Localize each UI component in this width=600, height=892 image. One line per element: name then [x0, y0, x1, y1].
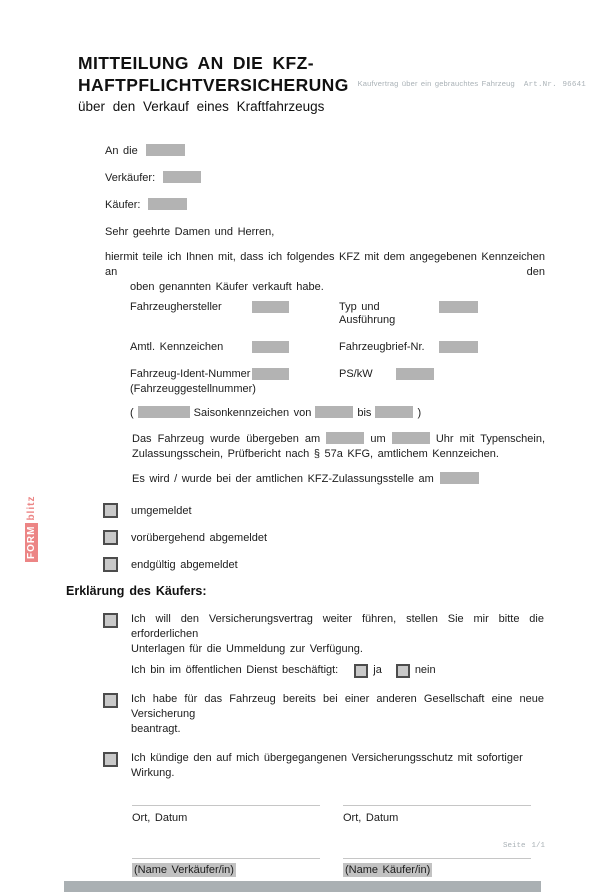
umgemeldet-label: umgemeldet: [131, 504, 192, 517]
voruebergehend-abgemeldet-checkbox[interactable]: [103, 530, 118, 545]
brief-label: Fahrzeugbrief-Nr.: [339, 341, 425, 353]
registration-text: Es wird / wurde bei der amtlichen KFZ-Zulassungsstelle am: [132, 473, 434, 485]
brief-field[interactable]: [439, 341, 478, 353]
status-row-voruebergehend: [103, 530, 600, 545]
cancel-insurance-text: Ich kündige den auf mich übergegangenen Versicherungsschutz mit sofortiger Wirkung.: [131, 752, 523, 779]
umgemeldet-checkbox[interactable]: [103, 503, 118, 518]
formblitz-logo-form: FORM: [25, 523, 38, 562]
ident-field[interactable]: [252, 368, 289, 380]
ident-label-line2: (Fahrzeuggestellnummer): [130, 383, 256, 395]
intro-line2: oben genannten Käufer verkauft habe.: [130, 281, 324, 293]
endgueltig-abgemeldet-checkbox[interactable]: [103, 557, 118, 572]
kaeufer-label: Käufer:: [105, 199, 141, 211]
handover-text1: Das Fahrzeug wurde übergeben am: [132, 433, 321, 445]
handover-line2: Zulassungsschein, Prüfbericht nach § 57a KFG, amtlichem Kennzeichen.: [132, 448, 499, 460]
salutation: Sehr geehrte Damen und Herren,: [105, 226, 275, 238]
signature-col-buyer: [343, 805, 531, 876]
new-insurance-checkbox[interactable]: [103, 693, 118, 708]
formblitz-logo-blitz: blitz: [26, 495, 37, 521]
season-from-field[interactable]: [315, 406, 353, 418]
buyer-name-label: [343, 864, 531, 876]
page-title: [78, 52, 600, 96]
keep-insurance-line1: Ich will den Versicherungsvertrag weiter führen, stellen Sie mir bitte die erforderlichen: [131, 613, 544, 640]
ps-label: PS/kW: [339, 368, 373, 380]
hersteller-field[interactable]: [252, 301, 289, 313]
public-service-label: Ich bin im öffentlichen Dienst beschäftigt:: [131, 664, 339, 676]
vehicle-details: [0, 301, 600, 396]
public-service-ja-checkbox[interactable]: [354, 664, 368, 678]
seller-date-line: [132, 805, 320, 806]
kennzeichen-field[interactable]: [252, 341, 289, 353]
nein-label: nein: [414, 664, 436, 676]
handover-text2: um: [370, 433, 386, 445]
public-service-nein-checkbox[interactable]: [396, 664, 410, 678]
season-label: Saisonkennzeichen von: [193, 407, 312, 419]
ident-label: [130, 368, 256, 396]
an-die-field[interactable]: [146, 144, 185, 156]
article-number: Art.Nr. 96641: [523, 81, 586, 89]
ident-label-line1: Fahrzeug-Ident-Nummer: [130, 368, 251, 380]
signature-section: [132, 805, 600, 876]
handover-time-field[interactable]: [392, 432, 430, 444]
recipient-section: [0, 144, 600, 212]
hersteller-label: Fahrzeughersteller: [130, 301, 222, 313]
declaration-item-1: [103, 612, 600, 657]
seller-name-text: (Name Verkäufer/in): [134, 864, 234, 876]
page-number: Seite 1/1: [502, 842, 545, 850]
vehicle-row-3: [130, 368, 600, 396]
buyer-name-text: (Name Käufer/in): [345, 864, 431, 876]
endgueltig-abgemeldet-label: endgültig abgemeldet: [131, 558, 238, 571]
formblitz-logo: [26, 496, 37, 562]
season-open-paren: (: [130, 407, 134, 419]
ps-field[interactable]: [396, 368, 434, 380]
seller-signature-line: [132, 858, 320, 859]
season-flag-field[interactable]: [138, 406, 190, 418]
season-plate-line: [130, 406, 600, 420]
document-header: [358, 79, 586, 89]
ja-label: ja: [373, 664, 382, 676]
keep-insurance-text: [131, 612, 544, 657]
buyer-signature-line: [343, 858, 531, 859]
new-insurance-line1: Ich habe für das Fahrzeug bereits bei einer anderen Gesellschaft eine neue Versicherung: [131, 693, 544, 720]
kaeufer-field[interactable]: [148, 198, 187, 210]
page-subtitle: über den Verkauf eines Kraftfahrzeugs: [78, 99, 325, 114]
public-service-line: [131, 663, 600, 678]
verkaeufer-field[interactable]: [163, 171, 201, 183]
form-page: [0, 52, 600, 892]
handover-text3: Uhr mit Typenschein,: [435, 433, 546, 445]
buyer-date-line: [343, 805, 531, 806]
handover-line1: [132, 432, 545, 447]
buyer-ort-datum-label: Ort, Datum: [343, 812, 399, 824]
title-line2: HAFTPFLICHTVERSICHERUNG: [78, 75, 349, 95]
season-to-field[interactable]: [375, 406, 413, 418]
new-insurance-line2: beantragt.: [131, 723, 181, 735]
kennzeichen-label: Amtl. Kennzeichen: [130, 341, 224, 353]
cancel-insurance-checkbox[interactable]: [103, 752, 118, 767]
keep-insurance-checkbox[interactable]: [103, 613, 118, 628]
season-close-paren: ): [417, 407, 422, 419]
new-insurance-text: [131, 692, 544, 737]
page-bottom-edge: [64, 881, 541, 892]
season-bis-label: bis: [357, 407, 372, 419]
recipient-row-verkaeufer: [105, 171, 600, 185]
voruebergehend-abgemeldet-label: vorübergehend abgemeldet: [131, 531, 268, 544]
declaration-item-2: [103, 692, 600, 737]
typ-field[interactable]: [439, 301, 478, 313]
status-row-umgemeldet: [103, 503, 600, 518]
verkaeufer-label: Verkäufer:: [105, 172, 156, 184]
an-die-label: An die: [105, 145, 138, 157]
recipient-row-kaeufer: [105, 198, 600, 212]
recipient-row-an-die: [105, 144, 600, 158]
header-note: Kaufvertrag über ein gebrauchtes Fahrzeug: [357, 79, 515, 88]
seller-name-label: [132, 864, 320, 876]
handover-date-field[interactable]: [326, 432, 364, 444]
vehicle-row-1: [130, 301, 600, 327]
title-line1: MITTEILUNG AN DIE KFZ-: [78, 53, 314, 73]
intro-line1: hiermit teile ich Ihnen mit, dass ich folgendes KFZ mit dem angegebenen Kennzeichen an den: [105, 251, 545, 278]
declaration-heading: Erklärung des Käufers:: [66, 584, 207, 598]
registration-line: [132, 472, 600, 487]
vehicle-row-2: [130, 341, 600, 354]
declaration-item-3: [103, 751, 600, 781]
status-options: [0, 503, 600, 572]
signature-col-seller: [132, 805, 320, 876]
registration-date-field[interactable]: [440, 472, 479, 484]
keep-insurance-line2: Unterlagen für die Ummeldung zur Verfügung.: [131, 643, 363, 655]
status-row-endgueltig: [103, 557, 600, 572]
seller-ort-datum-label: Ort, Datum: [132, 812, 188, 824]
typ-label: Typ und Ausführung: [339, 301, 396, 326]
